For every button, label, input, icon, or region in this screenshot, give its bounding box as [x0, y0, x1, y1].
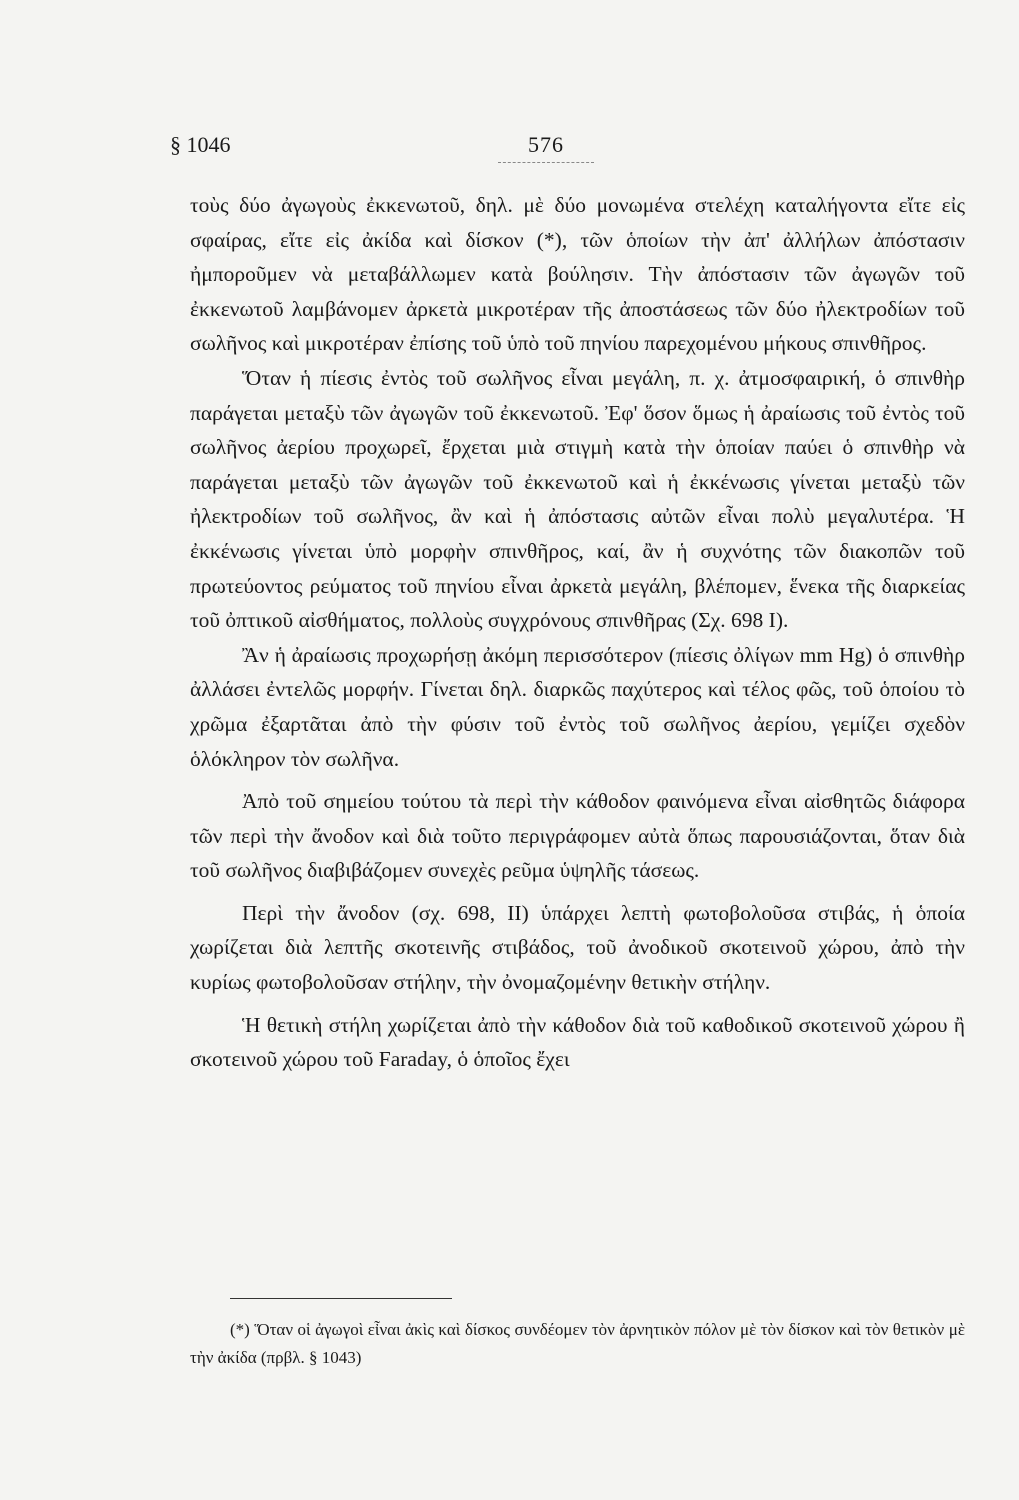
- paragraph: Ὅταν ἡ πίεσις ἐντὸς τοῦ σωλῆνος εἶναι μεγάλη, π. χ. ἀτμοσφαιρική, ὁ σπινθὴρ παράγεται μεταξὺ τῶν ἀγωγῶν τοῦ ἐκκενωτοῦ. Ἐφ' ὅσον ὅμως ἡ ἀραίωσις τοῦ ἐντὸς τοῦ σωλῆνος ἀερίου προχωρεῖ, ἔρχεται μιὰ στιγμὴ κατὰ τὴν ὁποίαν παύει ὁ σπινθὴρ νὰ παράγεται μεταξὺ τῶν ἀγωγῶν τοῦ ἐκκενωτοῦ καὶ ἡ ἐκκένωσις γίνεται μεταξὺ τῶν ἠλεκτροδίων τοῦ σωλῆνος, ἂν καὶ ἡ ἀπόστασις αὐτῶν εἶναι πολὺ μεγαλυτέρα. Ἡ ἐκκένωσις γίνεται ὑπὸ μορφὴν σπινθῆρος, καί, ἂν ἡ συχνότης τῶν διακοπῶν τοῦ πρωτεύοντος ρεύματος τοῦ πηνίου εἶναι ἀρκετὰ μεγάλη, βλέπομεν, ἕνεκα τῆς διαρκείας τοῦ ὀπτικοῦ αἰσθήματος, πολλοὺς συγχρόνους σπινθῆρας (Σχ. 698 I).: [190, 365, 965, 633]
- page-number: 576: [528, 132, 564, 157]
- footnote: [190, 1316, 965, 1372]
- paragraph: Ἀπὸ τοῦ σημείου τούτου τὰ περὶ τὴν κάθοδον φαινόμενα εἶναι αἰσθητῶς διάφορα τῶν περὶ τὴν ἄνοδον καὶ διὰ τοῦτο περιγράφομεν αὐτὰ ὅπως παρουσιάζονται, ὅταν διὰ τοῦ σωλῆνος διαβιβάζομεν συνεχὲς ρεῦμα ὑψηλῆς τάσεως.: [190, 789, 965, 883]
- footnote-rule: [230, 1298, 452, 1299]
- paragraph: Ἡ θετικὴ στήλη χωρίζεται ἀπὸ τὴν κάθοδον διὰ τοῦ καθοδικοῦ σκοτεινοῦ χώρου ἢ σκοτεινοῦ χώρου τοῦ Faraday, ὁ ὁποῖος ἔχει: [190, 1012, 965, 1072]
- paragraph: τοὺς δύο ἀγωγοὺς ἐκκενωτοῦ, δηλ. μὲ δύο μονωμένα στελέχη καταλήγοντα εἴτε εἰς σφαίρας, εἴτε εἰς ἀκίδα καὶ δίσκον (*), τῶν ὁποίων τὴν ἀπ' ἀλλήλων ἀπόστασιν ἠμποροῦμεν νὰ μεταβάλλωμεν κατὰ βούλησιν. Τὴν ἀπόστασιν τῶν ἀγωγῶν τοῦ ἐκκενωτοῦ λαμβάνομεν ἀρκετὰ μικροτέραν τῆς ἀποστάσεως τῶν δύο ἠλεκτροδίων τοῦ σωλῆνος καὶ μικροτέραν ἐπίσης τοῦ ὑπὸ τοῦ πηνίου παρεχομένου μήκους σπινθῆρος.: [190, 193, 965, 356]
- page-header: [170, 128, 970, 164]
- paragraph: Ἂν ἡ ἀραίωσις προχωρήσῃ ἀκόμη περισσότερον (πίεσις ὀλίγων mm Hg) ὁ σπινθὴρ ἀλλάσει ἐντελῶς μορφήν. Γίνεται δηλ. διαρκῶς παχύτερος καὶ τέλος φῶς, τοῦ ὁποίου τὸ χρῶμα ἐξαρτᾶται ἀπὸ τὴν φύσιν τοῦ ἐντὸς τοῦ σωλῆνος ἀερίου, γεμίζει σχεδὸν ὁλόκληρον τὸν σωλῆνα.: [190, 642, 965, 771]
- paragraph: Περὶ τὴν ἄνοδον (σχ. 698, II) ὑπάρχει λεπτὴ φωτοβολοῦσα στιβάς, ἡ ὁποία χωρίζεται διὰ λεπτῆς σκοτεινῆς στιβάδος, τοῦ ἀνοδικοῦ σκοτεινοῦ χώρου, ἀπὸ τὴν κυρίως φωτοβολοῦσαν στήλην, τὴν ὀνομαζομένην θετικὴν στήλην.: [190, 900, 965, 995]
- header-rule: [498, 162, 594, 163]
- footnote-text: (*) Ὅταν οἱ ἀγωγοὶ εἶναι ἀκὶς καὶ δίσκος συνδέομεν τὸν ἀρνητικὸν πόλον μὲ τὸν δίσκον καὶ τὸν θετικὸν μὲ τὴν ἀκίδα (πρβλ. § 1043): [190, 1320, 965, 1367]
- section-number: § 1046: [170, 132, 231, 157]
- body-text: [190, 188, 965, 1077]
